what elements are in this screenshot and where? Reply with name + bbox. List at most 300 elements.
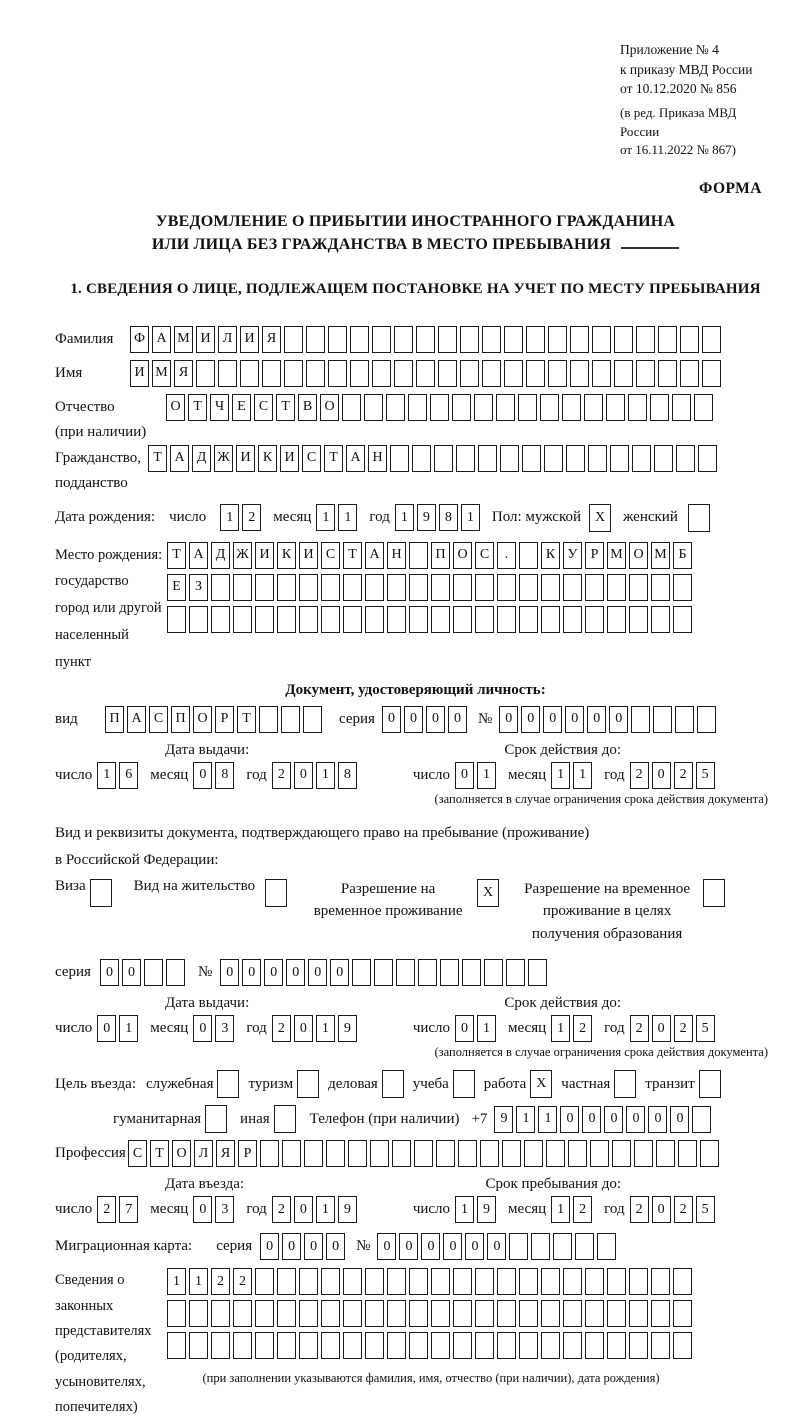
form-cell[interactable]: 0 bbox=[652, 762, 671, 789]
form-cell[interactable] bbox=[277, 1332, 296, 1359]
form-cell[interactable]: Д bbox=[192, 445, 211, 472]
form-cell[interactable] bbox=[678, 1140, 697, 1167]
form-cell[interactable] bbox=[189, 1332, 208, 1359]
form-cell[interactable]: А bbox=[189, 542, 208, 569]
form-cell[interactable]: 1 bbox=[316, 504, 335, 531]
form-cell[interactable] bbox=[233, 1332, 252, 1359]
form-cell[interactable]: Р bbox=[215, 706, 234, 733]
form-cell[interactable]: 1 bbox=[316, 1015, 335, 1042]
form-cell[interactable] bbox=[528, 959, 547, 986]
form-cell[interactable] bbox=[614, 326, 633, 353]
form-cell[interactable] bbox=[526, 360, 545, 387]
form-cell[interactable]: 0 bbox=[382, 706, 401, 733]
form-cell[interactable]: К bbox=[277, 542, 296, 569]
purpose-work-checkbox[interactable]: X bbox=[530, 1070, 552, 1098]
form-cell[interactable] bbox=[629, 574, 648, 601]
form-cell[interactable]: С bbox=[254, 394, 273, 421]
form-cell[interactable] bbox=[321, 574, 340, 601]
form-cell[interactable] bbox=[692, 1106, 711, 1133]
form-cell[interactable] bbox=[651, 606, 670, 633]
form-cell[interactable] bbox=[453, 1332, 472, 1359]
form-cell[interactable] bbox=[629, 1268, 648, 1295]
form-cell[interactable] bbox=[482, 360, 501, 387]
form-cell[interactable] bbox=[702, 326, 721, 353]
form-cell[interactable]: 1 bbox=[477, 1015, 496, 1042]
form-cell[interactable] bbox=[409, 606, 428, 633]
form-cell[interactable] bbox=[585, 606, 604, 633]
form-cell[interactable]: 0 bbox=[294, 1015, 313, 1042]
form-cell[interactable] bbox=[541, 1332, 560, 1359]
form-cell[interactable]: С bbox=[149, 706, 168, 733]
form-cell[interactable] bbox=[588, 445, 607, 472]
form-cell[interactable]: Н bbox=[368, 445, 387, 472]
form-cell[interactable] bbox=[628, 394, 647, 421]
form-cell[interactable] bbox=[326, 1140, 345, 1167]
form-cell[interactable]: 1 bbox=[119, 1015, 138, 1042]
form-cell[interactable]: 2 bbox=[573, 1015, 592, 1042]
form-cell[interactable] bbox=[524, 1140, 543, 1167]
form-cell[interactable]: 0 bbox=[193, 762, 212, 789]
form-cell[interactable] bbox=[189, 606, 208, 633]
form-cell[interactable] bbox=[365, 1332, 384, 1359]
form-cell[interactable] bbox=[321, 606, 340, 633]
form-cell[interactable]: П bbox=[431, 542, 450, 569]
form-cell[interactable] bbox=[412, 445, 431, 472]
form-cell[interactable]: 7 bbox=[119, 1196, 138, 1223]
temp-residence-education-checkbox[interactable] bbox=[703, 879, 725, 907]
form-cell[interactable]: Т bbox=[188, 394, 207, 421]
form-cell[interactable] bbox=[196, 360, 215, 387]
form-cell[interactable] bbox=[700, 1140, 719, 1167]
form-cell[interactable]: Ж bbox=[233, 542, 252, 569]
form-cell[interactable] bbox=[478, 445, 497, 472]
form-cell[interactable] bbox=[342, 394, 361, 421]
form-cell[interactable]: 0 bbox=[286, 959, 305, 986]
form-cell[interactable]: 0 bbox=[560, 1106, 579, 1133]
form-cell[interactable] bbox=[390, 445, 409, 472]
form-cell[interactable] bbox=[259, 706, 278, 733]
form-cell[interactable] bbox=[504, 326, 523, 353]
form-cell[interactable] bbox=[255, 1300, 274, 1327]
form-cell[interactable]: У bbox=[563, 542, 582, 569]
form-cell[interactable] bbox=[474, 394, 493, 421]
form-cell[interactable]: 0 bbox=[609, 706, 628, 733]
form-cell[interactable] bbox=[540, 394, 559, 421]
form-cell[interactable]: 0 bbox=[604, 1106, 623, 1133]
form-cell[interactable]: 2 bbox=[630, 1015, 649, 1042]
form-cell[interactable]: 2 bbox=[573, 1196, 592, 1223]
form-cell[interactable] bbox=[343, 574, 362, 601]
form-cell[interactable]: 2 bbox=[242, 504, 261, 531]
form-cell[interactable] bbox=[506, 959, 525, 986]
form-cell[interactable]: 8 bbox=[338, 762, 357, 789]
form-cell[interactable]: Я bbox=[216, 1140, 235, 1167]
form-cell[interactable] bbox=[438, 360, 457, 387]
form-cell[interactable] bbox=[654, 445, 673, 472]
form-cell[interactable]: 0 bbox=[330, 959, 349, 986]
form-cell[interactable]: К bbox=[541, 542, 560, 569]
form-cell[interactable] bbox=[306, 360, 325, 387]
form-cell[interactable]: 0 bbox=[242, 959, 261, 986]
form-cell[interactable]: 0 bbox=[426, 706, 445, 733]
form-cell[interactable]: 0 bbox=[626, 1106, 645, 1133]
form-cell[interactable]: 1 bbox=[551, 762, 570, 789]
form-cell[interactable]: Ч bbox=[210, 394, 229, 421]
form-cell[interactable] bbox=[299, 1300, 318, 1327]
form-cell[interactable]: 0 bbox=[294, 762, 313, 789]
form-cell[interactable]: 1 bbox=[189, 1268, 208, 1295]
form-cell[interactable] bbox=[431, 574, 450, 601]
form-cell[interactable] bbox=[672, 394, 691, 421]
form-cell[interactable]: 0 bbox=[487, 1233, 506, 1260]
form-cell[interactable] bbox=[519, 542, 538, 569]
form-cell[interactable] bbox=[392, 1140, 411, 1167]
form-cell[interactable] bbox=[614, 360, 633, 387]
form-cell[interactable] bbox=[585, 1300, 604, 1327]
form-cell[interactable] bbox=[255, 574, 274, 601]
form-cell[interactable] bbox=[563, 1332, 582, 1359]
form-cell[interactable] bbox=[306, 326, 325, 353]
form-cell[interactable]: А bbox=[365, 542, 384, 569]
form-cell[interactable] bbox=[592, 360, 611, 387]
form-cell[interactable] bbox=[632, 445, 651, 472]
form-cell[interactable]: 0 bbox=[193, 1196, 212, 1223]
form-cell[interactable] bbox=[675, 706, 694, 733]
form-cell[interactable] bbox=[497, 606, 516, 633]
form-cell[interactable]: 0 bbox=[260, 1233, 279, 1260]
form-cell[interactable] bbox=[568, 1140, 587, 1167]
form-cell[interactable] bbox=[519, 1300, 538, 1327]
form-cell[interactable] bbox=[541, 1268, 560, 1295]
form-cell[interactable]: М bbox=[607, 542, 626, 569]
form-cell[interactable]: П bbox=[105, 706, 124, 733]
form-cell[interactable] bbox=[262, 360, 281, 387]
form-cell[interactable] bbox=[480, 1140, 499, 1167]
form-cell[interactable] bbox=[211, 606, 230, 633]
form-cell[interactable]: 0 bbox=[587, 706, 606, 733]
form-cell[interactable] bbox=[352, 959, 371, 986]
form-cell[interactable] bbox=[365, 1300, 384, 1327]
form-cell[interactable] bbox=[607, 1268, 626, 1295]
form-cell[interactable]: А bbox=[127, 706, 146, 733]
form-cell[interactable]: 0 bbox=[652, 1196, 671, 1223]
form-cell[interactable] bbox=[416, 360, 435, 387]
temp-residence-checkbox[interactable]: X bbox=[477, 879, 499, 907]
form-cell[interactable] bbox=[502, 1140, 521, 1167]
form-cell[interactable] bbox=[394, 326, 413, 353]
form-cell[interactable] bbox=[496, 394, 515, 421]
form-cell[interactable] bbox=[698, 445, 717, 472]
form-cell[interactable] bbox=[702, 360, 721, 387]
form-cell[interactable] bbox=[321, 1300, 340, 1327]
form-cell[interactable]: 2 bbox=[674, 1196, 693, 1223]
form-cell[interactable] bbox=[218, 360, 237, 387]
form-cell[interactable]: 5 bbox=[696, 762, 715, 789]
form-cell[interactable] bbox=[585, 574, 604, 601]
form-cell[interactable]: 9 bbox=[477, 1196, 496, 1223]
form-cell[interactable] bbox=[365, 574, 384, 601]
form-cell[interactable]: 1 bbox=[516, 1106, 535, 1133]
form-cell[interactable]: О bbox=[166, 394, 185, 421]
form-cell[interactable] bbox=[636, 360, 655, 387]
form-cell[interactable]: И bbox=[240, 326, 259, 353]
form-cell[interactable] bbox=[607, 1332, 626, 1359]
purpose-commercial-checkbox[interactable] bbox=[382, 1070, 404, 1098]
form-cell[interactable] bbox=[430, 394, 449, 421]
form-cell[interactable] bbox=[458, 1140, 477, 1167]
form-cell[interactable] bbox=[563, 606, 582, 633]
form-cell[interactable] bbox=[460, 326, 479, 353]
form-cell[interactable]: 1 bbox=[573, 762, 592, 789]
form-cell[interactable]: 0 bbox=[308, 959, 327, 986]
form-cell[interactable] bbox=[299, 574, 318, 601]
form-cell[interactable]: С bbox=[321, 542, 340, 569]
form-cell[interactable] bbox=[386, 394, 405, 421]
form-cell[interactable]: 2 bbox=[211, 1268, 230, 1295]
form-cell[interactable]: 0 bbox=[193, 1015, 212, 1042]
form-cell[interactable]: 0 bbox=[399, 1233, 418, 1260]
form-cell[interactable]: 2 bbox=[272, 762, 291, 789]
form-cell[interactable] bbox=[634, 1140, 653, 1167]
form-cell[interactable] bbox=[277, 1300, 296, 1327]
form-cell[interactable]: 5 bbox=[696, 1015, 715, 1042]
form-cell[interactable]: 1 bbox=[220, 504, 239, 531]
form-cell[interactable] bbox=[541, 1300, 560, 1327]
form-cell[interactable]: К bbox=[258, 445, 277, 472]
form-cell[interactable]: С bbox=[302, 445, 321, 472]
form-cell[interactable] bbox=[519, 606, 538, 633]
form-cell[interactable]: Ж bbox=[214, 445, 233, 472]
form-cell[interactable]: Н bbox=[387, 542, 406, 569]
form-cell[interactable]: 2 bbox=[233, 1268, 252, 1295]
form-cell[interactable] bbox=[211, 1300, 230, 1327]
form-cell[interactable] bbox=[653, 706, 672, 733]
form-cell[interactable]: Т bbox=[237, 706, 256, 733]
form-cell[interactable]: 3 bbox=[215, 1015, 234, 1042]
form-cell[interactable]: О bbox=[629, 542, 648, 569]
form-cell[interactable] bbox=[673, 606, 692, 633]
form-cell[interactable] bbox=[434, 445, 453, 472]
form-cell[interactable]: Д bbox=[211, 542, 230, 569]
form-cell[interactable]: 1 bbox=[551, 1196, 570, 1223]
form-cell[interactable] bbox=[414, 1140, 433, 1167]
form-cell[interactable] bbox=[462, 959, 481, 986]
form-cell[interactable] bbox=[575, 1233, 594, 1260]
form-cell[interactable]: 2 bbox=[630, 1196, 649, 1223]
form-cell[interactable]: 0 bbox=[543, 706, 562, 733]
purpose-business-checkbox[interactable] bbox=[217, 1070, 239, 1098]
form-cell[interactable] bbox=[629, 606, 648, 633]
form-cell[interactable]: 8 bbox=[439, 504, 458, 531]
form-cell[interactable] bbox=[562, 394, 581, 421]
form-cell[interactable] bbox=[453, 574, 472, 601]
form-cell[interactable] bbox=[240, 360, 259, 387]
form-cell[interactable] bbox=[328, 360, 347, 387]
form-cell[interactable] bbox=[694, 394, 713, 421]
form-cell[interactable] bbox=[522, 445, 541, 472]
form-cell[interactable] bbox=[548, 360, 567, 387]
form-cell[interactable]: И bbox=[236, 445, 255, 472]
form-cell[interactable] bbox=[387, 574, 406, 601]
form-cell[interactable]: 0 bbox=[377, 1233, 396, 1260]
form-cell[interactable] bbox=[343, 606, 362, 633]
form-cell[interactable] bbox=[452, 394, 471, 421]
form-cell[interactable]: 0 bbox=[652, 1015, 671, 1042]
form-cell[interactable] bbox=[650, 394, 669, 421]
form-cell[interactable] bbox=[676, 445, 695, 472]
form-cell[interactable] bbox=[518, 394, 537, 421]
form-cell[interactable]: Л bbox=[218, 326, 237, 353]
form-cell[interactable] bbox=[284, 326, 303, 353]
sex-male-checkbox[interactable]: X bbox=[589, 504, 611, 532]
visa-checkbox[interactable] bbox=[90, 879, 112, 907]
form-cell[interactable] bbox=[343, 1332, 362, 1359]
form-cell[interactable] bbox=[167, 606, 186, 633]
form-cell[interactable]: 1 bbox=[167, 1268, 186, 1295]
form-cell[interactable] bbox=[563, 1300, 582, 1327]
form-cell[interactable]: М bbox=[651, 542, 670, 569]
form-cell[interactable] bbox=[680, 326, 699, 353]
form-cell[interactable] bbox=[658, 326, 677, 353]
form-cell[interactable] bbox=[365, 606, 384, 633]
form-cell[interactable]: Я bbox=[174, 360, 193, 387]
form-cell[interactable] bbox=[233, 574, 252, 601]
purpose-private-checkbox[interactable] bbox=[614, 1070, 636, 1098]
form-cell[interactable] bbox=[387, 1300, 406, 1327]
form-cell[interactable]: 0 bbox=[465, 1233, 484, 1260]
form-cell[interactable] bbox=[299, 606, 318, 633]
form-cell[interactable] bbox=[409, 1268, 428, 1295]
form-cell[interactable]: 0 bbox=[122, 959, 141, 986]
form-cell[interactable]: 0 bbox=[294, 1196, 313, 1223]
form-cell[interactable]: С bbox=[475, 542, 494, 569]
sex-female-checkbox[interactable] bbox=[688, 504, 710, 532]
form-cell[interactable]: Е bbox=[167, 574, 186, 601]
form-cell[interactable]: О bbox=[172, 1140, 191, 1167]
form-cell[interactable]: З bbox=[189, 574, 208, 601]
form-cell[interactable]: 0 bbox=[670, 1106, 689, 1133]
form-cell[interactable] bbox=[328, 326, 347, 353]
form-cell[interactable]: 1 bbox=[97, 762, 116, 789]
form-cell[interactable]: Т bbox=[167, 542, 186, 569]
form-cell[interactable] bbox=[607, 1300, 626, 1327]
form-cell[interactable]: 1 bbox=[477, 762, 496, 789]
form-cell[interactable] bbox=[372, 326, 391, 353]
form-cell[interactable] bbox=[553, 1233, 572, 1260]
form-cell[interactable] bbox=[440, 959, 459, 986]
form-cell[interactable]: 1 bbox=[461, 504, 480, 531]
form-cell[interactable]: Р bbox=[238, 1140, 257, 1167]
purpose-transit-checkbox[interactable] bbox=[699, 1070, 721, 1098]
form-cell[interactable] bbox=[144, 959, 163, 986]
form-cell[interactable]: Ф bbox=[130, 326, 149, 353]
form-cell[interactable]: 0 bbox=[100, 959, 119, 986]
form-cell[interactable] bbox=[651, 1268, 670, 1295]
form-cell[interactable] bbox=[497, 1268, 516, 1295]
form-cell[interactable] bbox=[697, 706, 716, 733]
form-cell[interactable] bbox=[541, 574, 560, 601]
form-cell[interactable] bbox=[350, 360, 369, 387]
form-cell[interactable] bbox=[651, 1332, 670, 1359]
form-cell[interactable]: 0 bbox=[421, 1233, 440, 1260]
form-cell[interactable]: 0 bbox=[326, 1233, 345, 1260]
form-cell[interactable]: Л bbox=[194, 1140, 213, 1167]
form-cell[interactable] bbox=[475, 574, 494, 601]
form-cell[interactable] bbox=[211, 1332, 230, 1359]
form-cell[interactable]: . bbox=[497, 542, 516, 569]
form-cell[interactable] bbox=[629, 1300, 648, 1327]
form-cell[interactable] bbox=[592, 326, 611, 353]
form-cell[interactable] bbox=[509, 1233, 528, 1260]
form-cell[interactable]: Е bbox=[232, 394, 251, 421]
form-cell[interactable]: П bbox=[171, 706, 190, 733]
form-cell[interactable] bbox=[396, 959, 415, 986]
form-cell[interactable]: 0 bbox=[648, 1106, 667, 1133]
form-cell[interactable] bbox=[585, 1268, 604, 1295]
form-cell[interactable]: 0 bbox=[220, 959, 239, 986]
form-cell[interactable] bbox=[548, 326, 567, 353]
form-cell[interactable]: 9 bbox=[338, 1196, 357, 1223]
form-cell[interactable] bbox=[460, 360, 479, 387]
form-cell[interactable] bbox=[387, 606, 406, 633]
form-cell[interactable]: М bbox=[152, 360, 171, 387]
form-cell[interactable] bbox=[418, 959, 437, 986]
form-cell[interactable]: М bbox=[174, 326, 193, 353]
purpose-other-checkbox[interactable] bbox=[274, 1105, 296, 1133]
form-cell[interactable]: 0 bbox=[404, 706, 423, 733]
form-cell[interactable]: Т bbox=[324, 445, 343, 472]
form-cell[interactable] bbox=[277, 1268, 296, 1295]
form-cell[interactable]: О bbox=[193, 706, 212, 733]
form-cell[interactable]: 2 bbox=[97, 1196, 116, 1223]
form-cell[interactable] bbox=[321, 1332, 340, 1359]
form-cell[interactable] bbox=[636, 326, 655, 353]
form-cell[interactable] bbox=[456, 445, 475, 472]
form-cell[interactable] bbox=[277, 606, 296, 633]
form-cell[interactable]: 0 bbox=[499, 706, 518, 733]
form-cell[interactable] bbox=[607, 606, 626, 633]
form-cell[interactable]: 2 bbox=[674, 762, 693, 789]
form-cell[interactable] bbox=[612, 1140, 631, 1167]
form-cell[interactable] bbox=[475, 1268, 494, 1295]
purpose-tourism-checkbox[interactable] bbox=[297, 1070, 319, 1098]
form-cell[interactable] bbox=[519, 1332, 538, 1359]
form-cell[interactable] bbox=[284, 360, 303, 387]
form-cell[interactable] bbox=[453, 1300, 472, 1327]
form-cell[interactable] bbox=[277, 574, 296, 601]
form-cell[interactable]: 6 bbox=[119, 762, 138, 789]
form-cell[interactable]: 0 bbox=[448, 706, 467, 733]
form-cell[interactable]: А bbox=[152, 326, 171, 353]
form-cell[interactable] bbox=[651, 574, 670, 601]
form-cell[interactable] bbox=[304, 1140, 323, 1167]
form-cell[interactable]: 0 bbox=[521, 706, 540, 733]
form-cell[interactable] bbox=[475, 1332, 494, 1359]
form-cell[interactable] bbox=[631, 706, 650, 733]
form-cell[interactable] bbox=[370, 1140, 389, 1167]
form-cell[interactable] bbox=[546, 1140, 565, 1167]
form-cell[interactable]: 2 bbox=[272, 1196, 291, 1223]
form-cell[interactable] bbox=[299, 1332, 318, 1359]
form-cell[interactable]: 1 bbox=[316, 762, 335, 789]
form-cell[interactable] bbox=[282, 1140, 301, 1167]
form-cell[interactable] bbox=[233, 606, 252, 633]
form-cell[interactable] bbox=[260, 1140, 279, 1167]
form-cell[interactable] bbox=[167, 1332, 186, 1359]
form-cell[interactable] bbox=[365, 1268, 384, 1295]
form-cell[interactable] bbox=[673, 1332, 692, 1359]
form-cell[interactable] bbox=[584, 394, 603, 421]
